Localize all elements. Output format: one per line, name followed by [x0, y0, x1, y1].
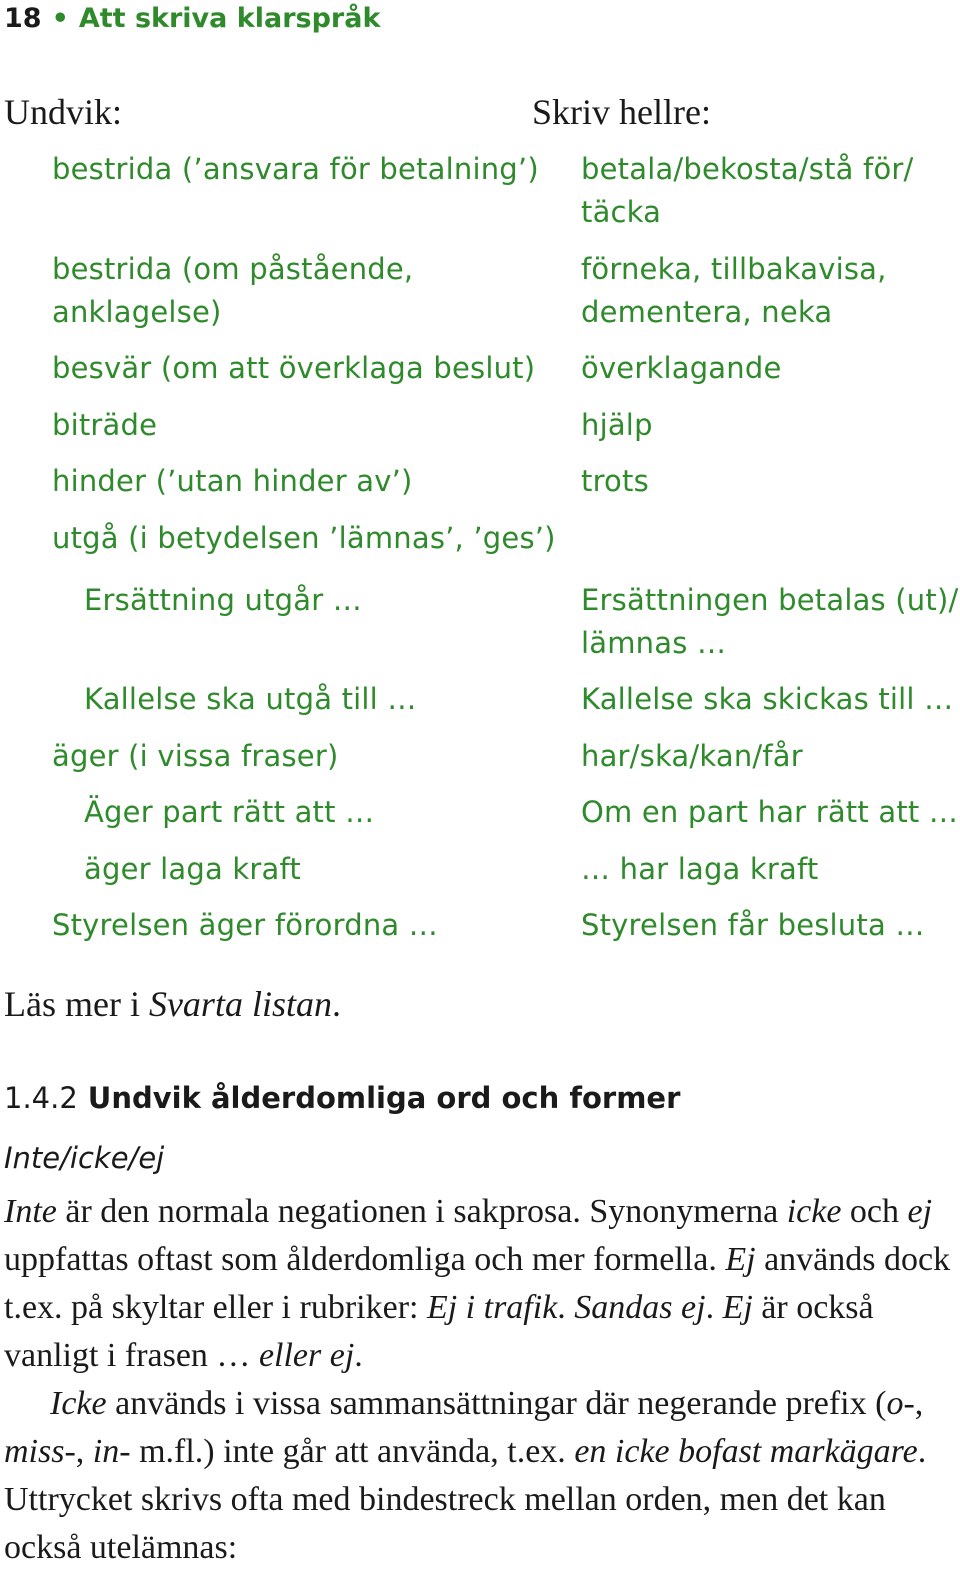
prefer-term: trots: [581, 464, 649, 498]
avoid-column-heading: Undvik:: [4, 92, 123, 132]
avoid-term: utgå (i betydelsen ’lämnas’, ’ges’): [52, 521, 556, 555]
emphasized-text: o-: [886, 1385, 915, 1422]
avoid-term: hinder (’utan hinder av’): [52, 464, 413, 498]
body-paragraph: [4, 1188, 954, 1380]
read-more-reference: Svarta listan: [148, 984, 332, 1024]
emphasized-text: eller ej: [258, 1337, 355, 1374]
prefer-term: betala/bekosta/stå för/ täcka: [581, 152, 914, 229]
avoid-term: Styrelsen äger förordna …: [52, 908, 439, 942]
paragraph-text: och: [841, 1193, 908, 1230]
read-more-note: Läs mer i Svarta listan.: [4, 984, 341, 1024]
section-heading: [4, 1078, 680, 1118]
prefer-example: Om en part har rätt att …: [581, 795, 959, 829]
paragraph-text: m.fl.) inte går att använda, t.ex.: [130, 1433, 575, 1470]
emphasized-text: Ej: [722, 1289, 753, 1326]
emphasized-text: in-: [92, 1433, 131, 1470]
emphasized-text: Ej i trafik: [426, 1289, 558, 1326]
avoid-term: besvär (om att överklaga beslut): [52, 351, 536, 385]
emphasized-text: Icke: [50, 1385, 107, 1422]
paragraph-text: ,: [75, 1433, 93, 1470]
section-number: 1.4.2: [4, 1081, 78, 1115]
subheading: Inte/icke/ej: [4, 1141, 165, 1175]
page-header: [4, 2, 380, 36]
emphasized-text: Inte: [4, 1193, 57, 1230]
avoid-example: Äger part rätt att …: [84, 795, 375, 829]
prefer-term: har/ska/kan/får: [581, 739, 803, 773]
paragraph-text: uppfattas oftast som ålderdomliga och mer formella.: [4, 1241, 726, 1278]
paragraph-text: .: [354, 1337, 363, 1374]
avoid-example: Kallelse ska utgå till …: [84, 682, 417, 716]
bullet-icon: •: [51, 3, 69, 34]
paragraph-text: . Uttrycket skrivs ofta med bindestreck mellan orden, men det kan också utelämnas:: [4, 1433, 927, 1566]
section-title: Undvik ålderdomliga ord och former: [87, 1081, 681, 1115]
prefer-column-heading: Skriv hellre:: [532, 92, 711, 132]
paragraph-text: är den normala negationen i sakprosa. Synonymerna: [56, 1193, 787, 1230]
prefer-example: … har laga kraft: [581, 852, 819, 886]
prefer-term: överklagande: [581, 351, 782, 385]
avoid-term: äger (i vissa fraser): [52, 739, 339, 773]
prefer-example: Kallelse ska skickas till …: [581, 682, 954, 716]
avoid-term: bestrida (om påstående, anklagelse): [52, 252, 414, 329]
avoid-example: Ersättning utgår …: [84, 583, 362, 617]
paragraph-text: .: [557, 1289, 575, 1326]
chapter-title: Att skriva klarspråk: [78, 3, 381, 34]
emphasized-text: Ej: [725, 1241, 756, 1278]
prefer-term: hjälp: [581, 408, 653, 442]
emphasized-text: en icke bofast markägare: [574, 1433, 918, 1470]
page-number: 18: [4, 3, 42, 34]
emphasized-text: Sandas ej: [574, 1289, 706, 1326]
paragraph-text: används dock t.ex. på skyltar eller i rubriker:: [4, 1241, 951, 1326]
prefer-term: förneka, tillbakavisa, dementera, neka: [581, 252, 887, 329]
prefer-term: Styrelsen får besluta …: [581, 908, 925, 942]
paragraph-text: .: [705, 1289, 723, 1326]
body-paragraph: [4, 1380, 954, 1572]
paragraph-text: ,: [914, 1385, 924, 1422]
emphasized-text: icke: [786, 1193, 842, 1230]
emphasized-text: ej: [907, 1193, 933, 1230]
prefer-example: Ersättningen betalas (ut)/ lämnas …: [581, 583, 959, 660]
emphasized-text: miss-: [4, 1433, 76, 1470]
avoid-term: bestrida (’ansvara för betalning’): [52, 152, 539, 186]
paragraph-text: används i vissa sammansättningar där negerande prefix (: [106, 1385, 887, 1422]
paragraph-text: är också vanligt i frasen …: [4, 1289, 874, 1374]
avoid-example: äger laga kraft: [84, 852, 301, 886]
avoid-term: biträde: [52, 408, 158, 442]
